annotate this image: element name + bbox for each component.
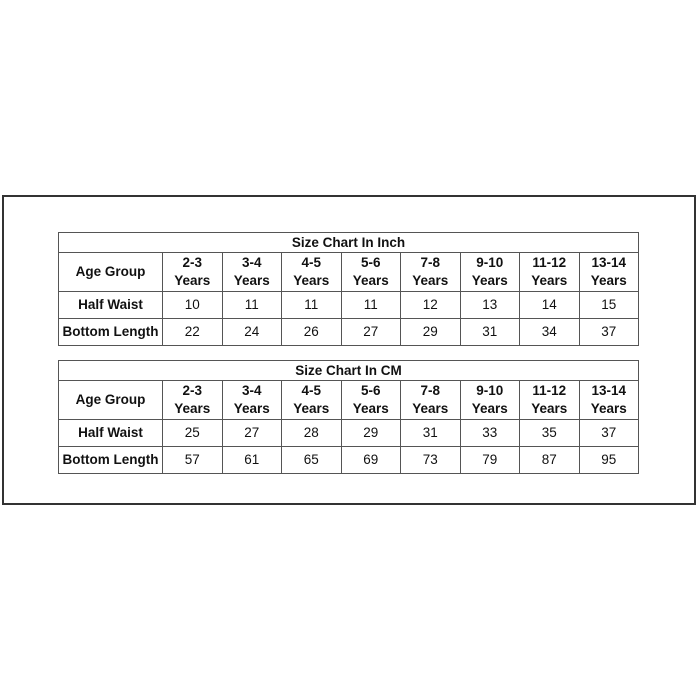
value-cell: 28 [282,420,342,447]
value-cell: 14 [520,292,580,319]
age-group-cell: 7-8 Years [401,381,461,420]
value-cell: 12 [401,292,461,319]
table-title: Size Chart In Inch [59,233,639,253]
value-cell: 37 [579,319,639,346]
value-cell: 13 [460,292,520,319]
age-group-cell: 3-4 Years [222,381,282,420]
age-group-cell: 9-10 Years [460,381,520,420]
value-cell: 26 [282,319,342,346]
value-cell: 61 [222,447,282,474]
row-label-bottom-length: Bottom Length [59,447,163,474]
size-chart-inch-table [58,232,639,346]
value-cell: 57 [163,447,223,474]
table-row-half-waist [59,292,639,319]
table-row-bottom-length [59,447,639,474]
value-cell: 31 [460,319,520,346]
table-title: Size Chart In CM [59,361,639,381]
age-group-cell: 5-6 Years [341,253,401,292]
size-chart-cm-table [58,360,639,474]
value-cell: 29 [401,319,461,346]
value-cell: 29 [341,420,401,447]
table-row-bottom-length [59,319,639,346]
row-label-age-group: Age Group [59,253,163,292]
value-cell: 11 [341,292,401,319]
row-label-half-waist: Half Waist [59,292,163,319]
age-group-cell: 2-3 Years [163,381,223,420]
age-group-cell: 4-5 Years [282,253,342,292]
row-label-bottom-length: Bottom Length [59,319,163,346]
table-row-half-waist [59,420,639,447]
value-cell: 22 [163,319,223,346]
value-cell: 11 [282,292,342,319]
age-group-cell: 7-8 Years [401,253,461,292]
value-cell: 34 [520,319,580,346]
age-group-cell: 13-14 Years [579,253,639,292]
value-cell: 65 [282,447,342,474]
value-cell: 27 [341,319,401,346]
value-cell: 33 [460,420,520,447]
value-cell: 24 [222,319,282,346]
value-cell: 15 [579,292,639,319]
age-group-cell: 11-12 Years [520,253,580,292]
value-cell: 27 [222,420,282,447]
age-group-cell: 4-5 Years [282,381,342,420]
row-label-half-waist: Half Waist [59,420,163,447]
row-label-age-group: Age Group [59,381,163,420]
value-cell: 10 [163,292,223,319]
value-cell: 95 [579,447,639,474]
age-group-cell: 13-14 Years [579,381,639,420]
value-cell: 11 [222,292,282,319]
age-group-cell: 11-12 Years [520,381,580,420]
value-cell: 87 [520,447,580,474]
age-group-cell: 3-4 Years [222,253,282,292]
value-cell: 79 [460,447,520,474]
value-cell: 37 [579,420,639,447]
value-cell: 25 [163,420,223,447]
value-cell: 69 [341,447,401,474]
value-cell: 35 [520,420,580,447]
age-group-cell: 2-3 Years [163,253,223,292]
value-cell: 73 [401,447,461,474]
age-group-cell: 9-10 Years [460,253,520,292]
value-cell: 31 [401,420,461,447]
age-group-cell: 5-6 Years [341,381,401,420]
